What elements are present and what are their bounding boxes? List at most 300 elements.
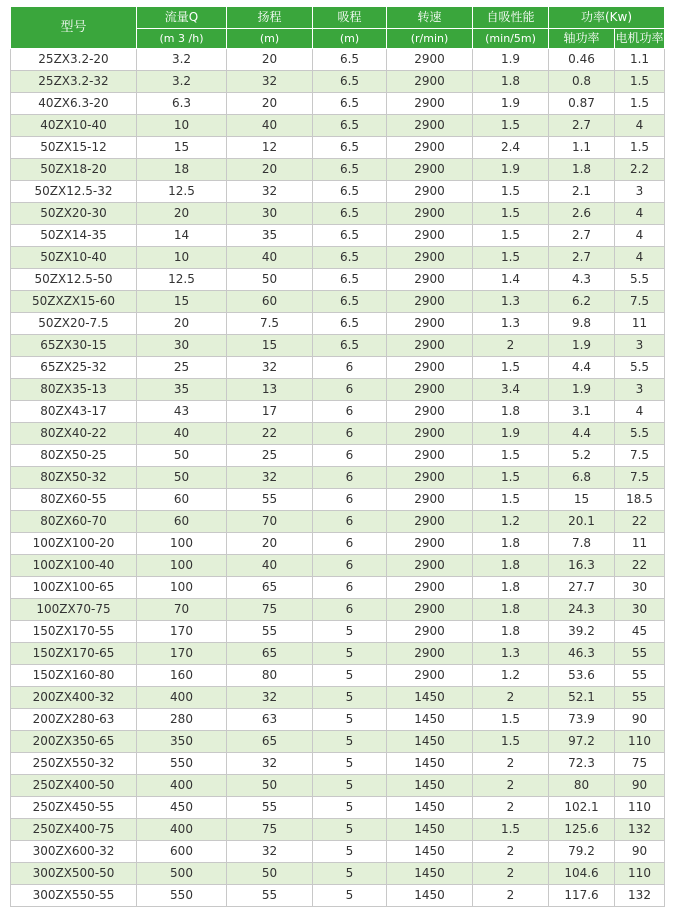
cell-flow: 14 xyxy=(137,225,227,247)
cell-model: 250ZX400-75 xyxy=(11,819,137,841)
cell-model: 150ZX160-80 xyxy=(11,665,137,687)
cell-speed: 2900 xyxy=(387,379,473,401)
cell-speed: 2900 xyxy=(387,269,473,291)
table-row xyxy=(11,115,665,137)
cell-model: 100ZX100-40 xyxy=(11,555,137,577)
cell-selfpriming: 2.4 xyxy=(473,137,549,159)
cell-flow: 40 xyxy=(137,423,227,445)
cell-motor-power: 3 xyxy=(615,181,665,203)
cell-model: 50ZX15-12 xyxy=(11,137,137,159)
cell-motor-power: 5.5 xyxy=(615,269,665,291)
cell-selfpriming: 1.9 xyxy=(473,49,549,71)
cell-speed: 2900 xyxy=(387,93,473,115)
cell-flow: 50 xyxy=(137,445,227,467)
table-row xyxy=(11,555,665,577)
cell-shaft-power: 79.2 xyxy=(549,841,615,863)
cell-flow: 3.2 xyxy=(137,49,227,71)
cell-speed: 2900 xyxy=(387,401,473,423)
cell-model: 200ZX280-63 xyxy=(11,709,137,731)
header-power: 功率(Kw) xyxy=(549,7,665,29)
cell-shaft-power: 52.1 xyxy=(549,687,615,709)
cell-model: 40ZX6.3-20 xyxy=(11,93,137,115)
cell-speed: 1450 xyxy=(387,863,473,885)
cell-selfpriming: 2 xyxy=(473,841,549,863)
cell-motor-power: 1.1 xyxy=(615,49,665,71)
cell-model: 100ZX100-20 xyxy=(11,533,137,555)
cell-head: 55 xyxy=(227,489,313,511)
cell-suction: 6.5 xyxy=(313,335,387,357)
cell-selfpriming: 1.9 xyxy=(473,423,549,445)
cell-suction: 6 xyxy=(313,489,387,511)
cell-head: 17 xyxy=(227,401,313,423)
cell-head: 20 xyxy=(227,49,313,71)
table-row xyxy=(11,599,665,621)
cell-motor-power: 132 xyxy=(615,819,665,841)
table-row xyxy=(11,643,665,665)
cell-selfpriming: 1.5 xyxy=(473,731,549,753)
cell-selfpriming: 1.8 xyxy=(473,71,549,93)
cell-shaft-power: 15 xyxy=(549,489,615,511)
table-row xyxy=(11,489,665,511)
cell-speed: 2900 xyxy=(387,247,473,269)
table-row xyxy=(11,665,665,687)
cell-shaft-power: 97.2 xyxy=(549,731,615,753)
cell-head: 40 xyxy=(227,115,313,137)
cell-shaft-power: 2.1 xyxy=(549,181,615,203)
cell-selfpriming: 1.5 xyxy=(473,181,549,203)
table-row xyxy=(11,71,665,93)
cell-flow: 100 xyxy=(137,555,227,577)
cell-flow: 12.5 xyxy=(137,269,227,291)
cell-flow: 60 xyxy=(137,511,227,533)
cell-selfpriming: 1.5 xyxy=(473,247,549,269)
cell-speed: 1450 xyxy=(387,819,473,841)
cell-flow: 15 xyxy=(137,291,227,313)
cell-motor-power: 75 xyxy=(615,753,665,775)
cell-shaft-power: 104.6 xyxy=(549,863,615,885)
header-head-unit: (m) xyxy=(227,29,313,49)
cell-speed: 2900 xyxy=(387,181,473,203)
cell-selfpriming: 1.8 xyxy=(473,555,549,577)
cell-motor-power: 4 xyxy=(615,225,665,247)
cell-speed: 1450 xyxy=(387,753,473,775)
cell-suction: 5 xyxy=(313,753,387,775)
cell-suction: 5 xyxy=(313,775,387,797)
cell-suction: 6.5 xyxy=(313,71,387,93)
cell-speed: 1450 xyxy=(387,841,473,863)
cell-shaft-power: 24.3 xyxy=(549,599,615,621)
table-row xyxy=(11,775,665,797)
cell-motor-power: 30 xyxy=(615,577,665,599)
table-row xyxy=(11,357,665,379)
cell-model: 25ZX3.2-32 xyxy=(11,71,137,93)
cell-flow: 280 xyxy=(137,709,227,731)
cell-head: 12 xyxy=(227,137,313,159)
cell-model: 100ZX100-65 xyxy=(11,577,137,599)
cell-head: 65 xyxy=(227,643,313,665)
cell-flow: 70 xyxy=(137,599,227,621)
cell-head: 13 xyxy=(227,379,313,401)
cell-suction: 5 xyxy=(313,885,387,907)
cell-shaft-power: 0.8 xyxy=(549,71,615,93)
cell-head: 32 xyxy=(227,753,313,775)
cell-speed: 1450 xyxy=(387,709,473,731)
cell-model: 80ZX40-22 xyxy=(11,423,137,445)
cell-head: 22 xyxy=(227,423,313,445)
cell-flow: 12.5 xyxy=(137,181,227,203)
cell-head: 32 xyxy=(227,467,313,489)
cell-suction: 6 xyxy=(313,379,387,401)
cell-speed: 2900 xyxy=(387,665,473,687)
cell-suction: 6 xyxy=(313,533,387,555)
table-row xyxy=(11,181,665,203)
cell-suction: 6 xyxy=(313,445,387,467)
cell-shaft-power: 6.2 xyxy=(549,291,615,313)
cell-model: 100ZX70-75 xyxy=(11,599,137,621)
cell-model: 250ZX550-32 xyxy=(11,753,137,775)
cell-speed: 2900 xyxy=(387,203,473,225)
table-row xyxy=(11,49,665,71)
header-shaft-power: 轴功率 xyxy=(549,29,615,49)
cell-model: 65ZX25-32 xyxy=(11,357,137,379)
cell-flow: 20 xyxy=(137,313,227,335)
cell-head: 55 xyxy=(227,797,313,819)
cell-motor-power: 7.5 xyxy=(615,445,665,467)
cell-selfpriming: 1.3 xyxy=(473,643,549,665)
cell-speed: 2900 xyxy=(387,423,473,445)
cell-suction: 5 xyxy=(313,731,387,753)
table-row xyxy=(11,841,665,863)
table-row xyxy=(11,159,665,181)
cell-head: 40 xyxy=(227,247,313,269)
cell-flow: 50 xyxy=(137,467,227,489)
cell-suction: 6 xyxy=(313,467,387,489)
cell-motor-power: 18.5 xyxy=(615,489,665,511)
header-suction-unit: (m) xyxy=(313,29,387,49)
table-row xyxy=(11,401,665,423)
cell-model: 50ZX12.5-50 xyxy=(11,269,137,291)
table-row xyxy=(11,797,665,819)
cell-shaft-power: 117.6 xyxy=(549,885,615,907)
cell-flow: 100 xyxy=(137,577,227,599)
cell-selfpriming: 2 xyxy=(473,335,549,357)
cell-selfpriming: 2 xyxy=(473,797,549,819)
cell-selfpriming: 1.5 xyxy=(473,819,549,841)
cell-flow: 350 xyxy=(137,731,227,753)
cell-head: 7.5 xyxy=(227,313,313,335)
cell-head: 20 xyxy=(227,159,313,181)
cell-suction: 5 xyxy=(313,709,387,731)
cell-model: 80ZX60-55 xyxy=(11,489,137,511)
cell-flow: 20 xyxy=(137,203,227,225)
cell-model: 50ZX12.5-32 xyxy=(11,181,137,203)
cell-suction: 5 xyxy=(313,665,387,687)
cell-suction: 6.5 xyxy=(313,49,387,71)
cell-shaft-power: 2.7 xyxy=(549,225,615,247)
cell-motor-power: 7.5 xyxy=(615,467,665,489)
table-row xyxy=(11,423,665,445)
table-row xyxy=(11,511,665,533)
cell-head: 75 xyxy=(227,819,313,841)
cell-model: 250ZX450-55 xyxy=(11,797,137,819)
cell-speed: 1450 xyxy=(387,885,473,907)
table-body xyxy=(11,49,665,907)
cell-head: 60 xyxy=(227,291,313,313)
cell-shaft-power: 0.46 xyxy=(549,49,615,71)
cell-motor-power: 55 xyxy=(615,687,665,709)
cell-shaft-power: 125.6 xyxy=(549,819,615,841)
cell-shaft-power: 39.2 xyxy=(549,621,615,643)
cell-model: 150ZX170-55 xyxy=(11,621,137,643)
cell-flow: 400 xyxy=(137,819,227,841)
cell-model: 50ZXZX15-60 xyxy=(11,291,137,313)
cell-head: 63 xyxy=(227,709,313,731)
cell-model: 200ZX400-32 xyxy=(11,687,137,709)
cell-shaft-power: 102.1 xyxy=(549,797,615,819)
cell-head: 55 xyxy=(227,885,313,907)
cell-speed: 1450 xyxy=(387,775,473,797)
cell-flow: 550 xyxy=(137,885,227,907)
cell-selfpriming: 2 xyxy=(473,753,549,775)
header-model: 型号 xyxy=(11,7,137,49)
cell-motor-power: 1.5 xyxy=(615,137,665,159)
cell-selfpriming: 1.5 xyxy=(473,709,549,731)
cell-flow: 15 xyxy=(137,137,227,159)
cell-model: 300ZX600-32 xyxy=(11,841,137,863)
cell-motor-power: 30 xyxy=(615,599,665,621)
cell-flow: 3.2 xyxy=(137,71,227,93)
cell-speed: 2900 xyxy=(387,577,473,599)
table-row xyxy=(11,533,665,555)
table-row xyxy=(11,577,665,599)
cell-shaft-power: 1.9 xyxy=(549,335,615,357)
cell-shaft-power: 72.3 xyxy=(549,753,615,775)
cell-motor-power: 110 xyxy=(615,731,665,753)
cell-head: 55 xyxy=(227,621,313,643)
cell-head: 50 xyxy=(227,269,313,291)
cell-head: 30 xyxy=(227,203,313,225)
cell-flow: 170 xyxy=(137,621,227,643)
cell-head: 32 xyxy=(227,687,313,709)
cell-flow: 18 xyxy=(137,159,227,181)
cell-head: 50 xyxy=(227,775,313,797)
cell-speed: 2900 xyxy=(387,643,473,665)
cell-selfpriming: 1.8 xyxy=(473,533,549,555)
header-suction: 吸程 xyxy=(313,7,387,29)
cell-head: 35 xyxy=(227,225,313,247)
header-flow-unit: (m 3 /h) xyxy=(137,29,227,49)
cell-suction: 6 xyxy=(313,357,387,379)
cell-selfpriming: 2 xyxy=(473,775,549,797)
cell-shaft-power: 20.1 xyxy=(549,511,615,533)
cell-flow: 550 xyxy=(137,753,227,775)
cell-model: 250ZX400-50 xyxy=(11,775,137,797)
cell-motor-power: 3 xyxy=(615,335,665,357)
cell-speed: 2900 xyxy=(387,71,473,93)
cell-suction: 6 xyxy=(313,577,387,599)
cell-head: 20 xyxy=(227,533,313,555)
cell-model: 80ZX43-17 xyxy=(11,401,137,423)
table-row xyxy=(11,335,665,357)
table-row xyxy=(11,885,665,907)
cell-flow: 170 xyxy=(137,643,227,665)
cell-motor-power: 110 xyxy=(615,863,665,885)
cell-shaft-power: 4.3 xyxy=(549,269,615,291)
cell-selfpriming: 1.5 xyxy=(473,467,549,489)
cell-selfpriming: 1.5 xyxy=(473,357,549,379)
cell-model: 65ZX30-15 xyxy=(11,335,137,357)
cell-suction: 6 xyxy=(313,423,387,445)
header-motor-power: 电机功率 xyxy=(615,29,665,49)
cell-speed: 2900 xyxy=(387,313,473,335)
cell-flow: 10 xyxy=(137,247,227,269)
table-row xyxy=(11,93,665,115)
cell-suction: 5 xyxy=(313,797,387,819)
cell-suction: 5 xyxy=(313,643,387,665)
cell-flow: 160 xyxy=(137,665,227,687)
cell-suction: 6.5 xyxy=(313,291,387,313)
table-row xyxy=(11,225,665,247)
cell-speed: 2900 xyxy=(387,467,473,489)
cell-flow: 30 xyxy=(137,335,227,357)
cell-suction: 6 xyxy=(313,555,387,577)
cell-motor-power: 90 xyxy=(615,775,665,797)
cell-suction: 6.5 xyxy=(313,247,387,269)
cell-speed: 2900 xyxy=(387,291,473,313)
cell-suction: 6.5 xyxy=(313,181,387,203)
cell-selfpriming: 1.9 xyxy=(473,93,549,115)
cell-speed: 1450 xyxy=(387,797,473,819)
cell-model: 200ZX350-65 xyxy=(11,731,137,753)
header-speed-unit: (r/min) xyxy=(387,29,473,49)
cell-motor-power: 45 xyxy=(615,621,665,643)
cell-head: 15 xyxy=(227,335,313,357)
cell-shaft-power: 4.4 xyxy=(549,423,615,445)
cell-head: 32 xyxy=(227,841,313,863)
table-row xyxy=(11,203,665,225)
cell-model: 50ZX20-7.5 xyxy=(11,313,137,335)
table-row xyxy=(11,247,665,269)
cell-selfpriming: 1.4 xyxy=(473,269,549,291)
cell-speed: 1450 xyxy=(387,687,473,709)
cell-model: 80ZX50-32 xyxy=(11,467,137,489)
cell-selfpriming: 1.3 xyxy=(473,313,549,335)
cell-shaft-power: 3.1 xyxy=(549,401,615,423)
cell-head: 20 xyxy=(227,93,313,115)
cell-shaft-power: 9.8 xyxy=(549,313,615,335)
pump-spec-table xyxy=(10,6,665,907)
cell-speed: 2900 xyxy=(387,49,473,71)
cell-selfpriming: 2 xyxy=(473,885,549,907)
table-row xyxy=(11,467,665,489)
cell-shaft-power: 2.6 xyxy=(549,203,615,225)
cell-motor-power: 4 xyxy=(615,203,665,225)
cell-shaft-power: 1.8 xyxy=(549,159,615,181)
cell-model: 50ZX18-20 xyxy=(11,159,137,181)
table-row xyxy=(11,753,665,775)
cell-head: 32 xyxy=(227,181,313,203)
cell-shaft-power: 27.7 xyxy=(549,577,615,599)
cell-model: 300ZX550-55 xyxy=(11,885,137,907)
header-speed: 转速 xyxy=(387,7,473,29)
cell-selfpriming: 1.5 xyxy=(473,445,549,467)
cell-shaft-power: 5.2 xyxy=(549,445,615,467)
cell-head: 65 xyxy=(227,731,313,753)
header-head: 扬程 xyxy=(227,7,313,29)
cell-shaft-power: 53.6 xyxy=(549,665,615,687)
cell-motor-power: 7.5 xyxy=(615,291,665,313)
cell-shaft-power: 2.7 xyxy=(549,115,615,137)
cell-model: 150ZX170-65 xyxy=(11,643,137,665)
cell-speed: 1450 xyxy=(387,731,473,753)
cell-suction: 5 xyxy=(313,621,387,643)
cell-flow: 60 xyxy=(137,489,227,511)
cell-suction: 6 xyxy=(313,401,387,423)
cell-suction: 5 xyxy=(313,841,387,863)
cell-selfpriming: 2 xyxy=(473,863,549,885)
cell-head: 25 xyxy=(227,445,313,467)
cell-speed: 2900 xyxy=(387,115,473,137)
cell-model: 80ZX50-25 xyxy=(11,445,137,467)
cell-motor-power: 90 xyxy=(615,841,665,863)
pump-spec-table-container xyxy=(10,6,664,907)
cell-selfpriming: 3.4 xyxy=(473,379,549,401)
cell-flow: 600 xyxy=(137,841,227,863)
cell-motor-power: 11 xyxy=(615,533,665,555)
cell-selfpriming: 1.5 xyxy=(473,225,549,247)
cell-selfpriming: 1.5 xyxy=(473,489,549,511)
cell-head: 32 xyxy=(227,357,313,379)
cell-suction: 6 xyxy=(313,599,387,621)
cell-shaft-power: 6.8 xyxy=(549,467,615,489)
cell-selfpriming: 1.2 xyxy=(473,665,549,687)
cell-head: 70 xyxy=(227,511,313,533)
cell-suction: 6.5 xyxy=(313,313,387,335)
cell-selfpriming: 1.8 xyxy=(473,401,549,423)
cell-selfpriming: 1.3 xyxy=(473,291,549,313)
cell-motor-power: 5.5 xyxy=(615,423,665,445)
cell-speed: 2900 xyxy=(387,511,473,533)
cell-speed: 2900 xyxy=(387,445,473,467)
cell-selfpriming: 1.8 xyxy=(473,621,549,643)
cell-speed: 2900 xyxy=(387,335,473,357)
cell-motor-power: 55 xyxy=(615,643,665,665)
cell-flow: 43 xyxy=(137,401,227,423)
cell-selfpriming: 1.8 xyxy=(473,599,549,621)
table-row xyxy=(11,445,665,467)
cell-motor-power: 55 xyxy=(615,665,665,687)
cell-shaft-power: 2.7 xyxy=(549,247,615,269)
cell-head: 32 xyxy=(227,71,313,93)
cell-speed: 2900 xyxy=(387,621,473,643)
cell-motor-power: 5.5 xyxy=(615,357,665,379)
cell-speed: 2900 xyxy=(387,159,473,181)
cell-model: 50ZX14-35 xyxy=(11,225,137,247)
cell-shaft-power: 73.9 xyxy=(549,709,615,731)
cell-selfpriming: 1.8 xyxy=(473,577,549,599)
cell-suction: 6.5 xyxy=(313,203,387,225)
cell-motor-power: 110 xyxy=(615,797,665,819)
cell-speed: 2900 xyxy=(387,489,473,511)
cell-shaft-power: 0.87 xyxy=(549,93,615,115)
table-row xyxy=(11,863,665,885)
table-row xyxy=(11,379,665,401)
cell-speed: 2900 xyxy=(387,555,473,577)
cell-motor-power: 4 xyxy=(615,115,665,137)
cell-model: 40ZX10-40 xyxy=(11,115,137,137)
cell-flow: 35 xyxy=(137,379,227,401)
cell-flow: 10 xyxy=(137,115,227,137)
